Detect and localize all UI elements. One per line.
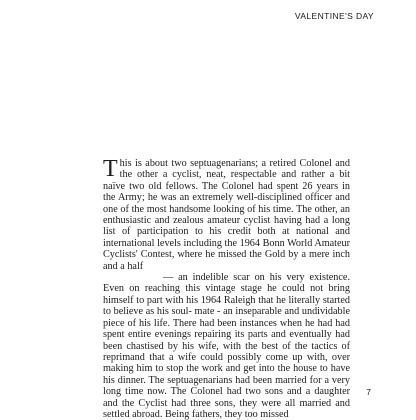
drop-cap: T (103, 156, 118, 182)
page-number: 7 (366, 387, 371, 397)
body-text (103, 158, 350, 420)
paragraph-2: — an indelible scar on his very existence. Even on reaching this vintage stage he could not bring himself to part with his 1964 Raleigh that he literally started to believe as his soul- mate - an inseparable and undividable piece of his life. There had been instances when he had had spent entire evenings repairing its parts and eventually had been chastised by his wife, with the best of the tactics of reprimand that a wife could possibly come up with, over making him to stop the work and get into the house to have his dinner. The septuagenarians had been married for a very long time now. The Colonel had two sons and a daughter and the Cyclist had three sons, they were all married and settled abroad. Being fathers, they too missed (103, 272, 350, 420)
running-head-title: VALENTINE'S DAY (294, 11, 374, 21)
paragraph-1-text: his is about two septuagenarians; a retired Colonel and the other a cyclist, neat, respectable and rather a bit naïve two old fellows. The Colonel had spent 26 years in the Army; he was an extremely well-disciplined officer and one of the most handsome looking of his time. The other, an enthusiastic and zealous amateur cyclist having had a long list of participation to his credit both at national and international levels including the 1964 Bonn World Amateur Cyclists' Contest, where he missed the Gold by a mere inch and a half (103, 158, 350, 272)
paragraph-1 (103, 158, 350, 272)
